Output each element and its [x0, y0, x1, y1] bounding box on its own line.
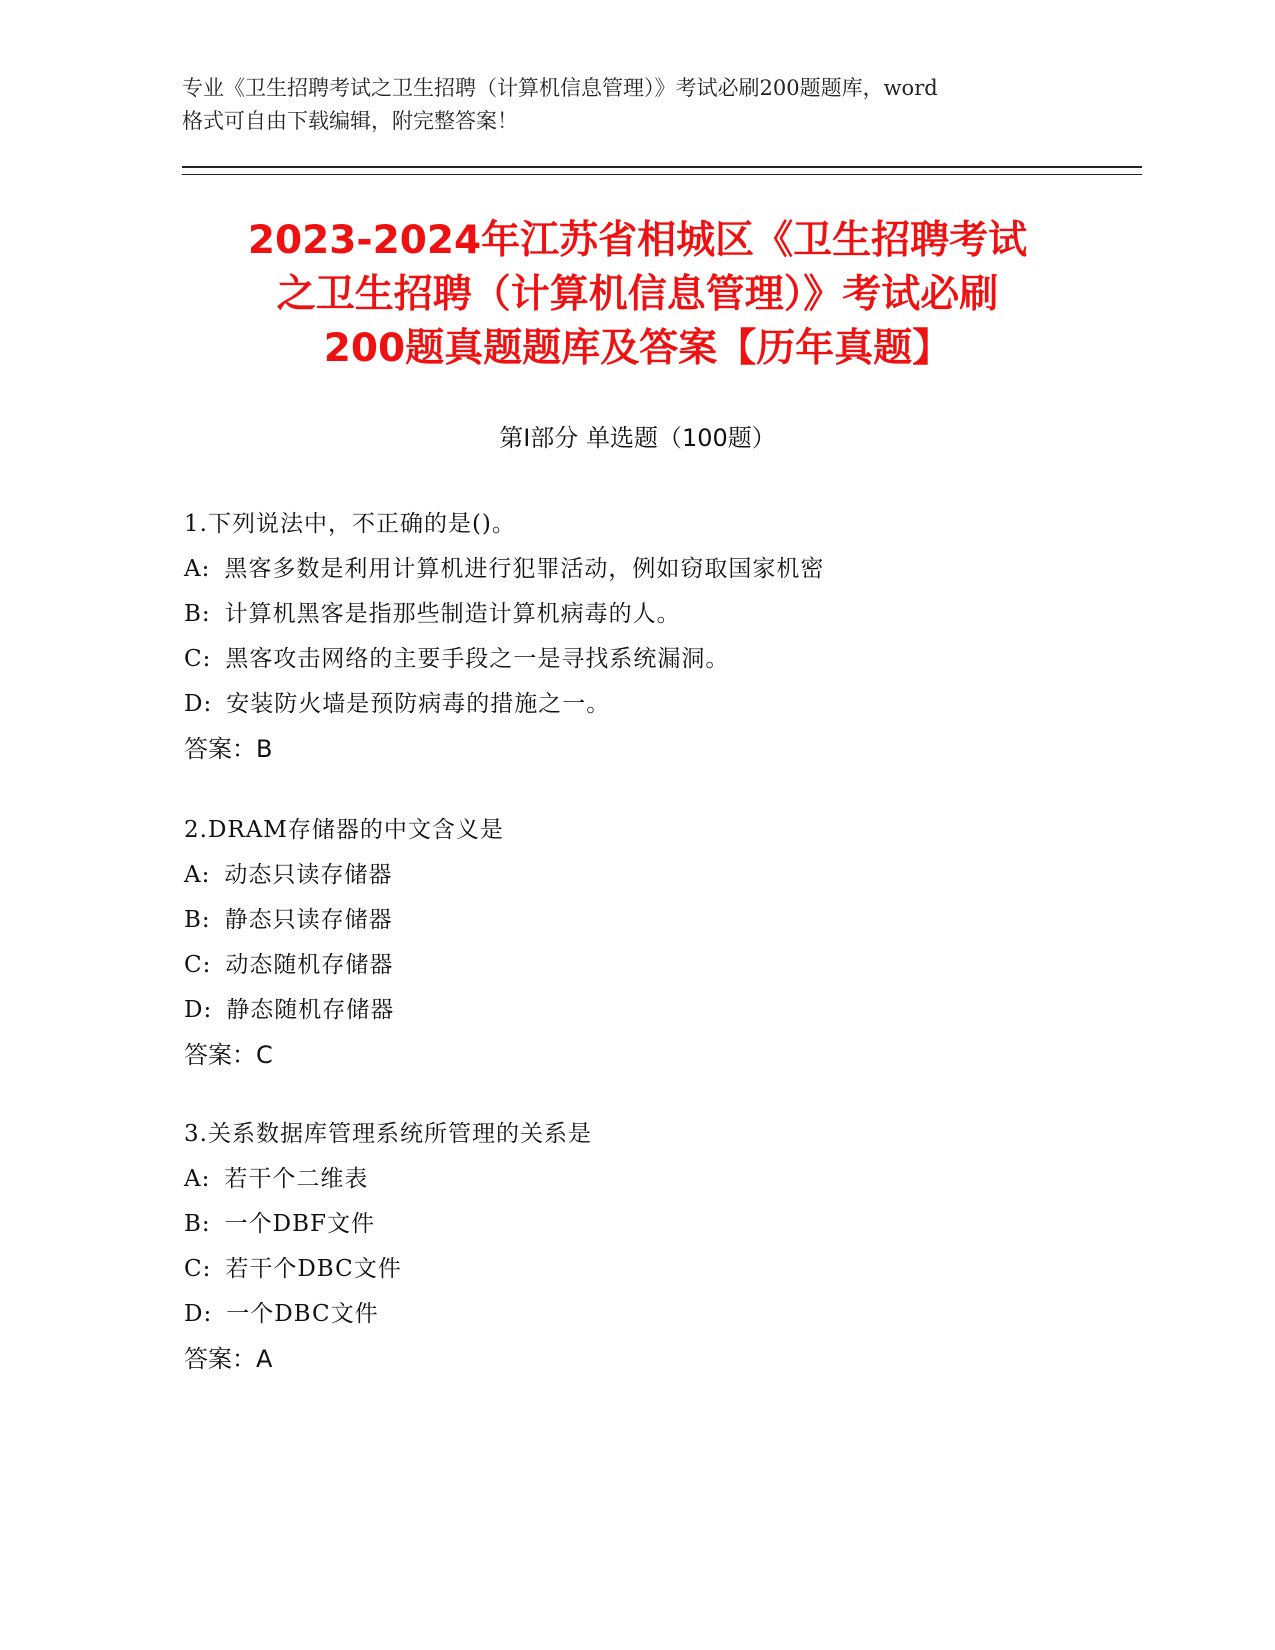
option-key: D [184, 1301, 204, 1327]
question-stem: 2.DRAM存储器的中文含义是 [184, 817, 504, 843]
option-b [184, 898, 1124, 943]
option-c [184, 943, 1124, 988]
option-separator: : [201, 1166, 211, 1192]
option-separator: : [202, 646, 212, 672]
option-text: 黑客多数是利用计算机进行犯罪活动，例如窃取国家机密 [224, 556, 825, 582]
header-divider-thick [182, 166, 1142, 168]
option-separator: : [203, 1301, 213, 1327]
header-note-line-1: 专业《卫生招聘考试之卫生招聘（计算机信息管理）》考试必刷200题题库，word [182, 76, 938, 100]
option-b [184, 592, 1124, 637]
option-text: 静态只读存储器 [224, 907, 393, 933]
question-stem: 1.下列说法中，不正确的是()。 [184, 511, 516, 537]
option-separator: : [202, 952, 212, 978]
option-separator: : [201, 1211, 211, 1237]
option-text: 若干个二维表 [224, 1166, 369, 1192]
header-note [182, 72, 1082, 138]
question-stem: 3.关系数据库管理系统所管理的关系是 [184, 1121, 592, 1147]
question-2 [184, 808, 1124, 1078]
option-text: 计算机黑客是指那些制造计算机病毒的人。 [224, 601, 681, 627]
header-note-line-2: 格式可自由下载编辑，附完整答案！ [182, 109, 518, 133]
option-text: 若干个DBC文件 [225, 1256, 402, 1282]
option-key: C [184, 1256, 203, 1282]
option-separator: : [201, 907, 211, 933]
document-title-line-1: 2023-2024年江苏省相城区《卫生招聘考试 [247, 218, 1028, 263]
option-key: B [184, 907, 202, 933]
option-key: A [184, 556, 202, 582]
option-c [184, 1247, 1124, 1292]
option-separator: : [203, 997, 213, 1023]
option-a [184, 853, 1124, 898]
option-separator: : [202, 1256, 212, 1282]
option-a [184, 547, 1124, 592]
option-text: 动态随机存储器 [225, 952, 394, 978]
answer-line: 答案：B [184, 735, 273, 763]
document-title [160, 214, 1115, 376]
option-text: 黑客攻击网络的主要手段之一是寻找系统漏洞。 [225, 646, 730, 672]
option-key: D [184, 997, 204, 1023]
option-separator: : [201, 556, 211, 582]
option-separator: : [203, 691, 213, 717]
option-key: B [184, 601, 202, 627]
option-c [184, 637, 1124, 682]
option-text: 动态只读存储器 [224, 862, 393, 888]
document-title-line-3: 200题真题题库及答案【历年真题】 [323, 326, 952, 371]
option-a [184, 1157, 1124, 1202]
option-key: C [184, 646, 203, 672]
option-text: 一个DBF文件 [224, 1211, 375, 1237]
option-key: D [184, 691, 204, 717]
option-separator: : [201, 862, 211, 888]
option-key: A [184, 1166, 202, 1192]
document-title-line-2: 之卫生招聘（计算机信息管理）》考试必刷 [276, 272, 999, 317]
option-text: 一个DBC文件 [226, 1301, 379, 1327]
section-title: 第Ⅰ部分 单选题（100题） [499, 424, 776, 452]
option-key: B [184, 1211, 202, 1237]
question-1 [184, 502, 1124, 772]
header-divider-thin [182, 174, 1142, 175]
option-d [184, 1292, 1124, 1337]
option-text: 安装防火墙是预防病毒的措施之一。 [226, 691, 611, 717]
option-d [184, 988, 1124, 1033]
option-text: 静态随机存储器 [226, 997, 395, 1023]
question-3 [184, 1112, 1124, 1382]
option-separator: : [201, 601, 211, 627]
option-b [184, 1202, 1124, 1247]
answer-line: 答案：A [184, 1345, 273, 1373]
option-d [184, 682, 1124, 727]
answer-line: 答案：C [184, 1041, 273, 1069]
option-key: C [184, 952, 203, 978]
option-key: A [184, 862, 202, 888]
